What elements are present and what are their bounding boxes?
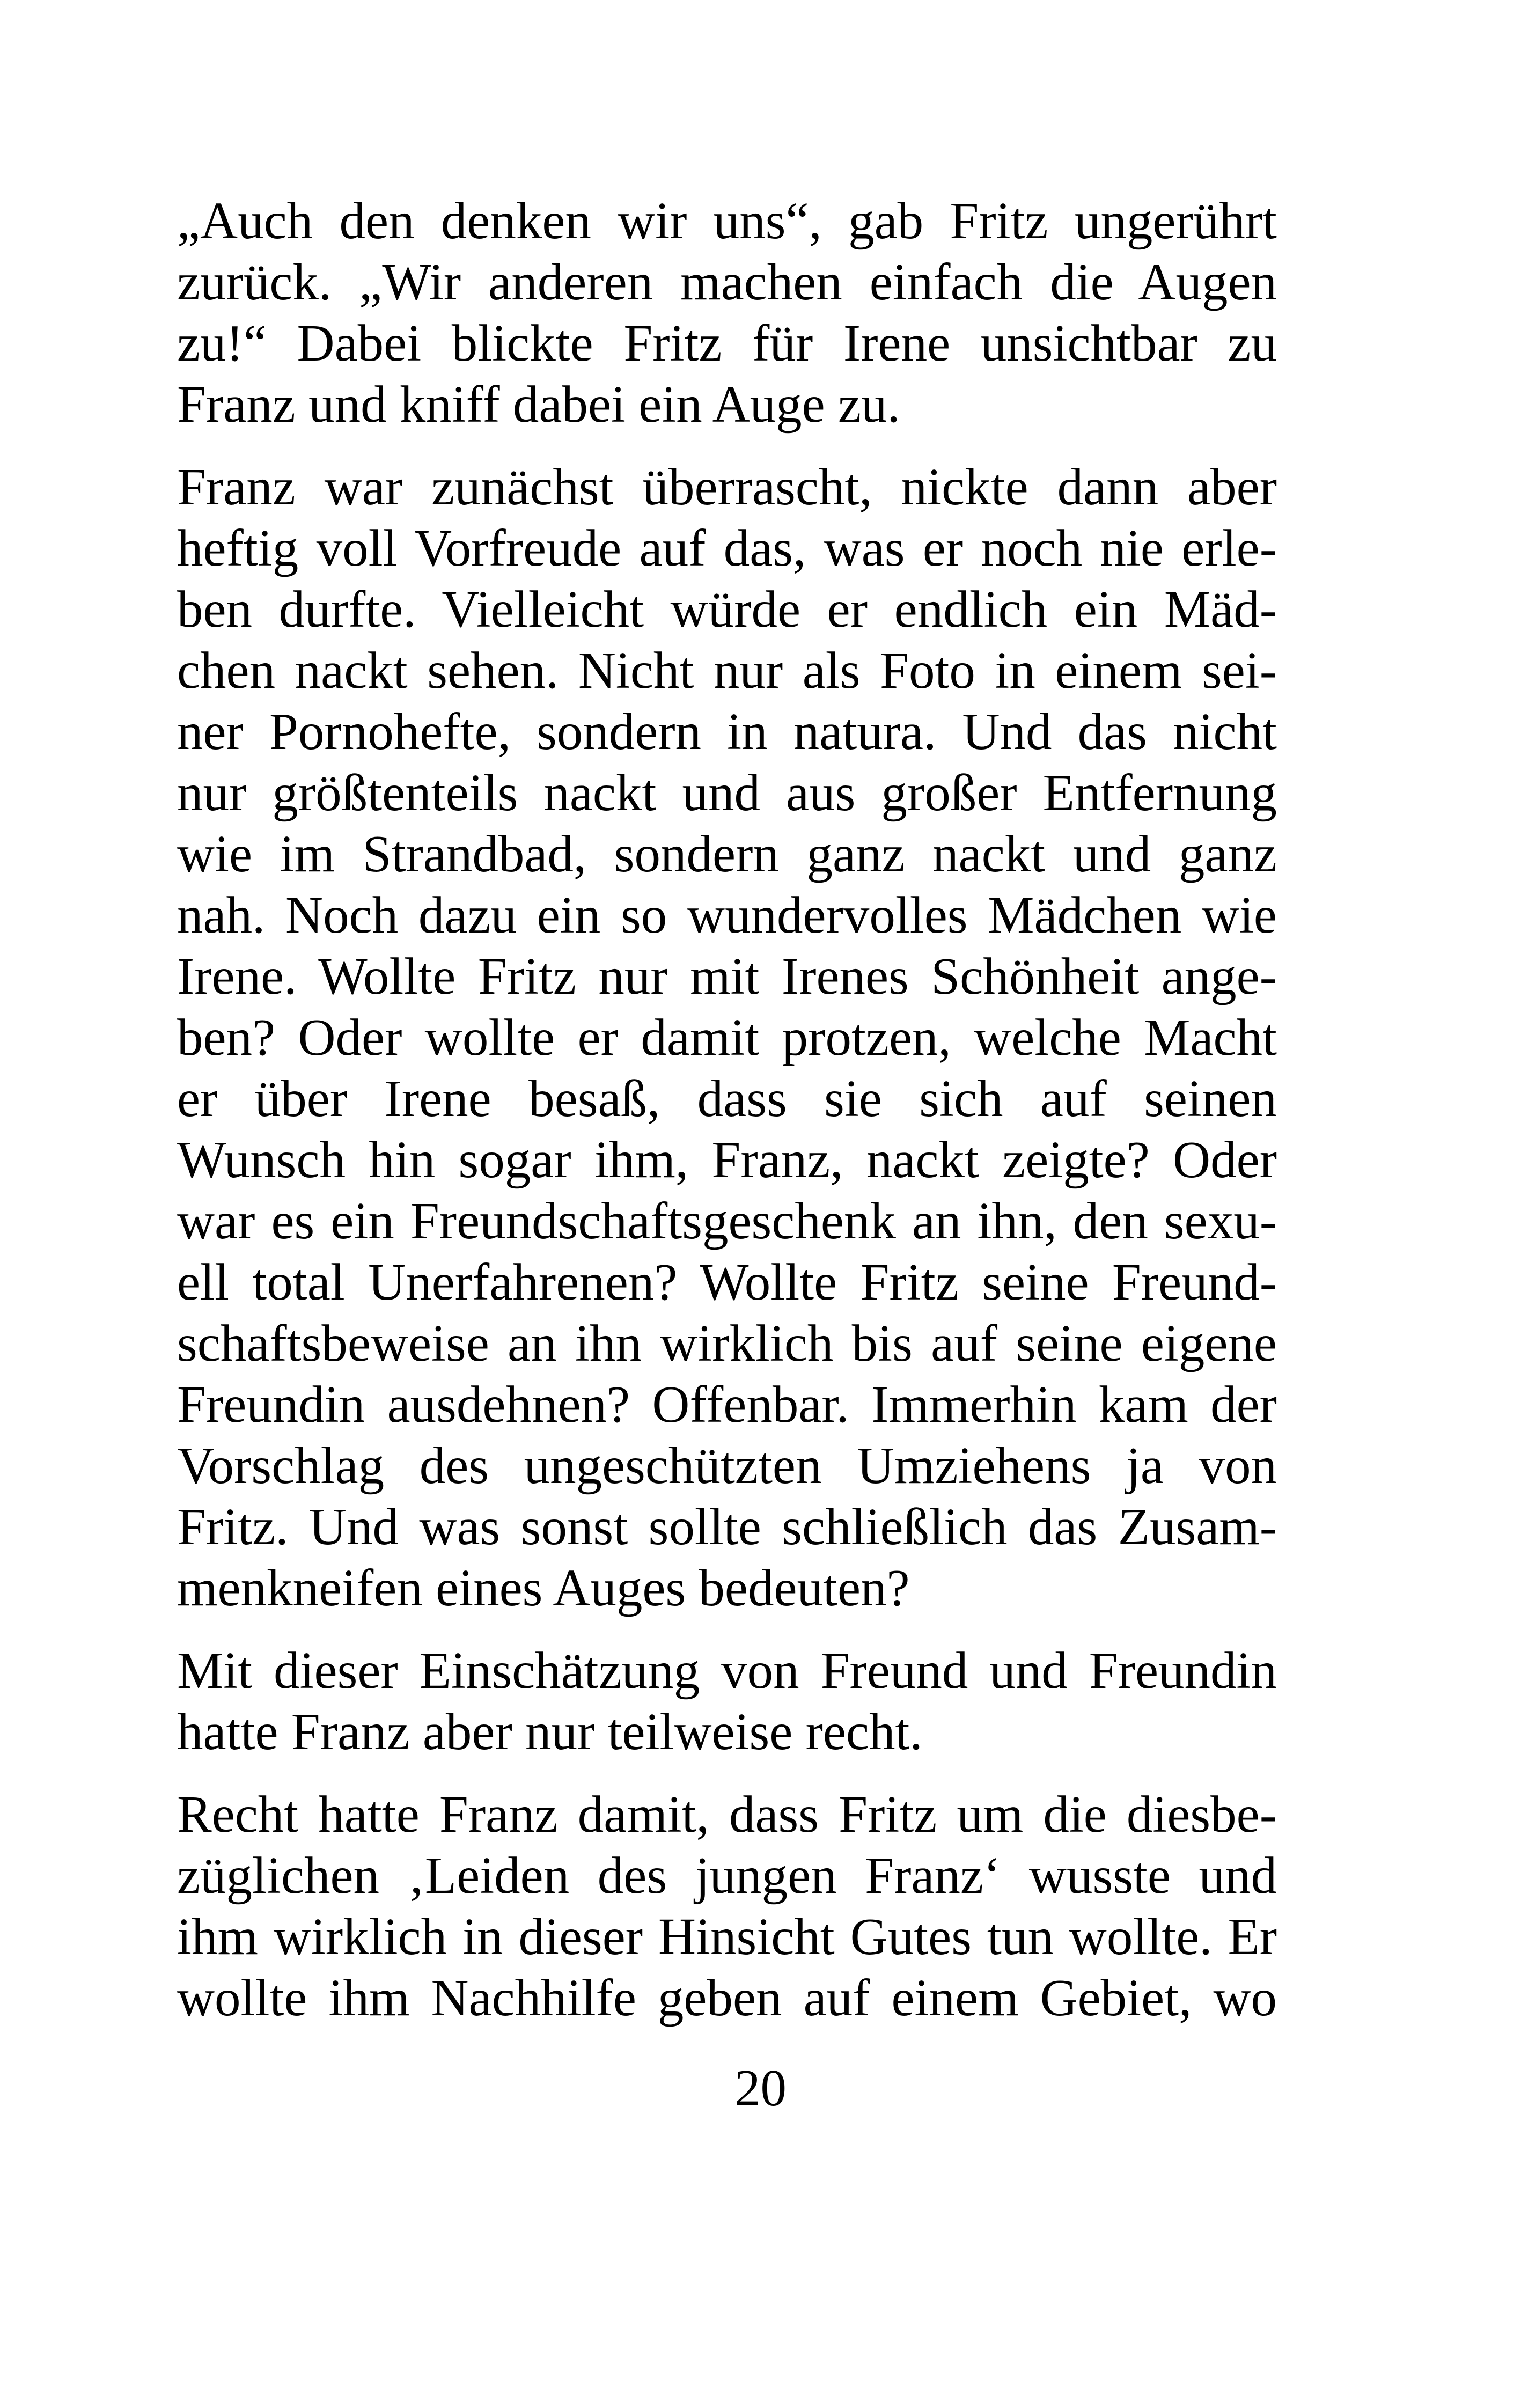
text-line: wollte ihm Nachhilfe geben auf einem Gebiet, wo xyxy=(177,1969,1277,2027)
text-line: war es ein Freundschaftsgeschenk an ihn, den sexu- xyxy=(177,1192,1277,1250)
text-line: ihm wirklich in dieser Hinsicht Gutes tun wollte. Er xyxy=(177,1908,1277,1965)
page-number: 20 xyxy=(734,2059,787,2117)
text-line: schaftsbeweise an ihn wirklich bis auf seine eigene xyxy=(177,1315,1277,1372)
text-line: ben durfte. Vielleicht würde er endlich ein Mäd- xyxy=(177,581,1277,638)
text-line: Wunsch hin sogar ihm, Franz, nackt zeigte? Oder xyxy=(177,1131,1277,1188)
text-line: chen nackt sehen. Nicht nur als Foto in einem sei- xyxy=(177,642,1277,699)
text-line: hatte Franz aber nur teilweise recht. xyxy=(177,1703,923,1760)
text-line: nah. Noch dazu ein so wundervolles Mädchen wie xyxy=(177,886,1277,944)
paragraph xyxy=(177,1784,1277,2029)
text-line: Vorschlag des ungeschützten Umziehens ja von xyxy=(177,1437,1277,1494)
body-text xyxy=(177,190,1277,2029)
paragraph xyxy=(177,457,1277,1619)
text-line: Franz und kniff dabei ein Auge zu. xyxy=(177,376,900,433)
text-line: nur größtenteils nackt und aus großer Entfernung xyxy=(177,764,1277,821)
text-line: Irene. Wollte Fritz nur mit Irenes Schönheit ange- xyxy=(177,948,1277,1005)
text-line: heftig voll Vorfreude auf das, was er noch nie erle- xyxy=(177,519,1277,577)
paragraph xyxy=(177,190,1277,435)
text-line: zurück. „Wir anderen machen einfach die Augen xyxy=(177,253,1277,311)
text-line: „Auch den denken wir uns“, gab Fritz ungerührt xyxy=(177,192,1277,249)
text-line: zu!“ Dabei blickte Fritz für Irene unsichtbar zu xyxy=(177,314,1277,372)
text-line: ell total Unerfahrenen? Wollte Fritz seine Freund- xyxy=(177,1253,1277,1311)
text-line: er über Irene besaß, dass sie sich auf seinen xyxy=(177,1070,1277,1127)
text-line: Freundin ausdehnen? Offenbar. Immerhin kam der xyxy=(177,1376,1277,1433)
text-line: Fritz. Und was sonst sollte schließlich das Zusam- xyxy=(177,1498,1277,1555)
text-line: züglichen ‚Leiden des jungen Franz‘ wusste und xyxy=(177,1847,1277,1904)
text-line: wie im Strandbad, sondern ganz nackt und ganz xyxy=(177,825,1277,883)
text-line: Franz war zunächst überrascht, nickte dann aber xyxy=(177,458,1277,516)
text-line: ben? Oder wollte er damit protzen, welche Macht xyxy=(177,1009,1277,1066)
text-line: ner Pornohefte, sondern in natura. Und das nicht xyxy=(177,703,1277,760)
text-line: menkneifen eines Auges bedeuten? xyxy=(177,1559,910,1617)
text-line: Mit dieser Einschätzung von Freund und Freundin xyxy=(177,1642,1277,1699)
text-line: Recht hatte Franz damit, dass Fritz um die diesbe- xyxy=(177,1786,1277,1843)
paragraph xyxy=(177,1640,1277,1763)
